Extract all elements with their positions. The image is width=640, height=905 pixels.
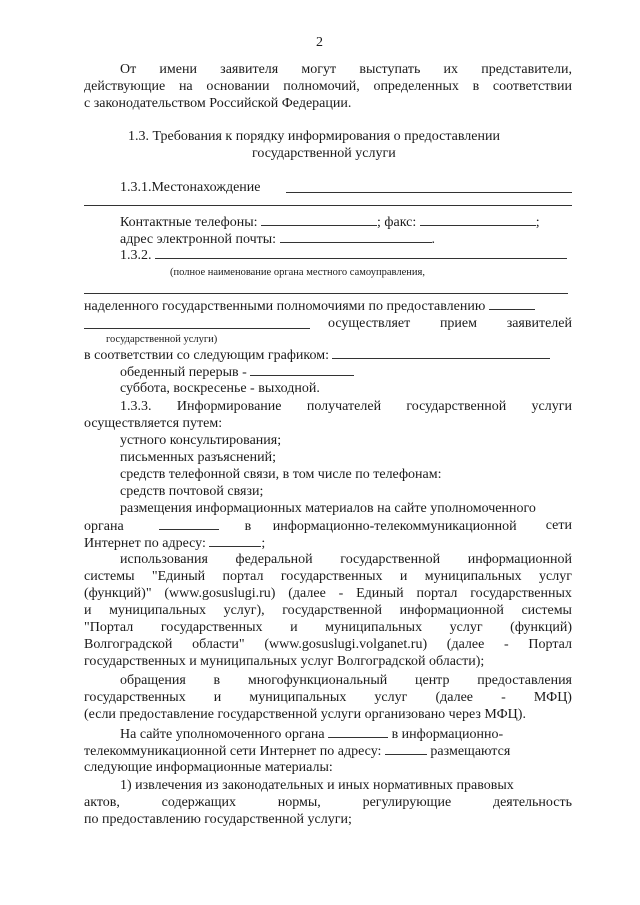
organ-line: органа в информационно-телекоммуникационной сети (84, 518, 572, 534)
site-line-1: На сайте уполномоченного органа в информационно- (120, 727, 504, 742)
representatives-line-3: с законодательством Российской Федерации. (84, 96, 352, 111)
location-blank-1 (286, 192, 572, 193)
portal-line-4: и муниципальных услуг), государственной информационной системы (84, 603, 572, 618)
service-caption: государственной услуги) (106, 334, 218, 345)
organ-caption: (полное наименование органа местного самоуправления, (170, 267, 425, 278)
portal-line-5: "Портал государственных и муниципальных услуг (функций) (84, 620, 572, 635)
mfc-line-3: (если предоставление государственной услуги организовано через МФЦ). (84, 707, 526, 722)
site-line-2: телекоммуникационной сети Интернет по адресу: размещаются (84, 744, 511, 759)
way-oral: устного консультирования; (120, 433, 282, 448)
item-133-line-2: осуществляется путем: (84, 416, 223, 431)
delegated-line: наделенного государственными полномочиями по предоставлению (84, 297, 535, 315)
internet-line: Интернет по адресу: ; (84, 536, 266, 551)
location-blank-2 (84, 205, 572, 206)
service-blank (84, 328, 310, 329)
representatives-line-1: От имени заявителя могут выступать их представители, (120, 62, 572, 77)
way-post: средств почтовой связи; (120, 484, 264, 499)
email-line: адрес электронной почты: . (120, 232, 436, 247)
representatives-line-2: действующие на основании полномочий, определенных в соответствии (84, 79, 572, 94)
organ-blank (84, 293, 568, 294)
portal-line-1: использования федеральной государственной информационной (120, 552, 572, 567)
portal-line-7: государственных и муниципальных услуг Волгоградской области); (84, 654, 485, 669)
mfc-line-1: обращения в многофункциональный центр предоставления (120, 673, 572, 688)
mfc-line-2: государственных и муниципальных услуг (далее - МФЦ) (84, 690, 572, 705)
site-line-3: следующие информационные материалы: (84, 760, 333, 775)
break-line: обеденный перерыв - (120, 363, 354, 381)
reception-line: осуществляет прием заявителей (328, 316, 572, 331)
portal-line-2: системы "Единый портал государственных и муниципальных услуг (84, 569, 572, 584)
phones-line: Контактные телефоны: ; факс: ; (120, 215, 540, 230)
materials-item-1-line-1: 1) извлечения из законодательных и иных нормативных правовых (120, 778, 514, 793)
section-heading-line-1: 1.3. Требования к порядку информирования о предоставлении (128, 129, 500, 144)
way-site: размещения информационных материалов на сайте уполномоченного (120, 501, 536, 516)
item-132-line: 1.3.2. (120, 246, 567, 264)
weekend-line: суббота, воскресенье - выходной. (120, 381, 320, 396)
section-heading-line-2: государственной услуги (252, 146, 396, 161)
way-phone: средств телефонной связи, в том числе по телефонам: (120, 467, 442, 482)
materials-item-1-line-3: по предоставлению государственной услуги; (84, 812, 352, 827)
location-label: 1.3.1.Местонахождение (120, 180, 261, 195)
portal-line-6: Волгоградской области" (www.gosuslugi.volganet.ru) (далее - Портал (84, 637, 572, 652)
page-number: 2 (316, 35, 323, 50)
materials-item-1-line-2: актов, содержащих нормы, регулирующие деятельность (84, 795, 572, 810)
way-written: письменных разъяснений; (120, 450, 277, 465)
item-133-line-1: 1.3.3. Информирование получателей государственной услуги (120, 399, 572, 414)
portal-line-3: (функций)" (www.gosuslugi.ru) (далее - Единый портал государственных (84, 586, 572, 601)
schedule-line: в соответствии со следующим графиком: (84, 346, 550, 364)
